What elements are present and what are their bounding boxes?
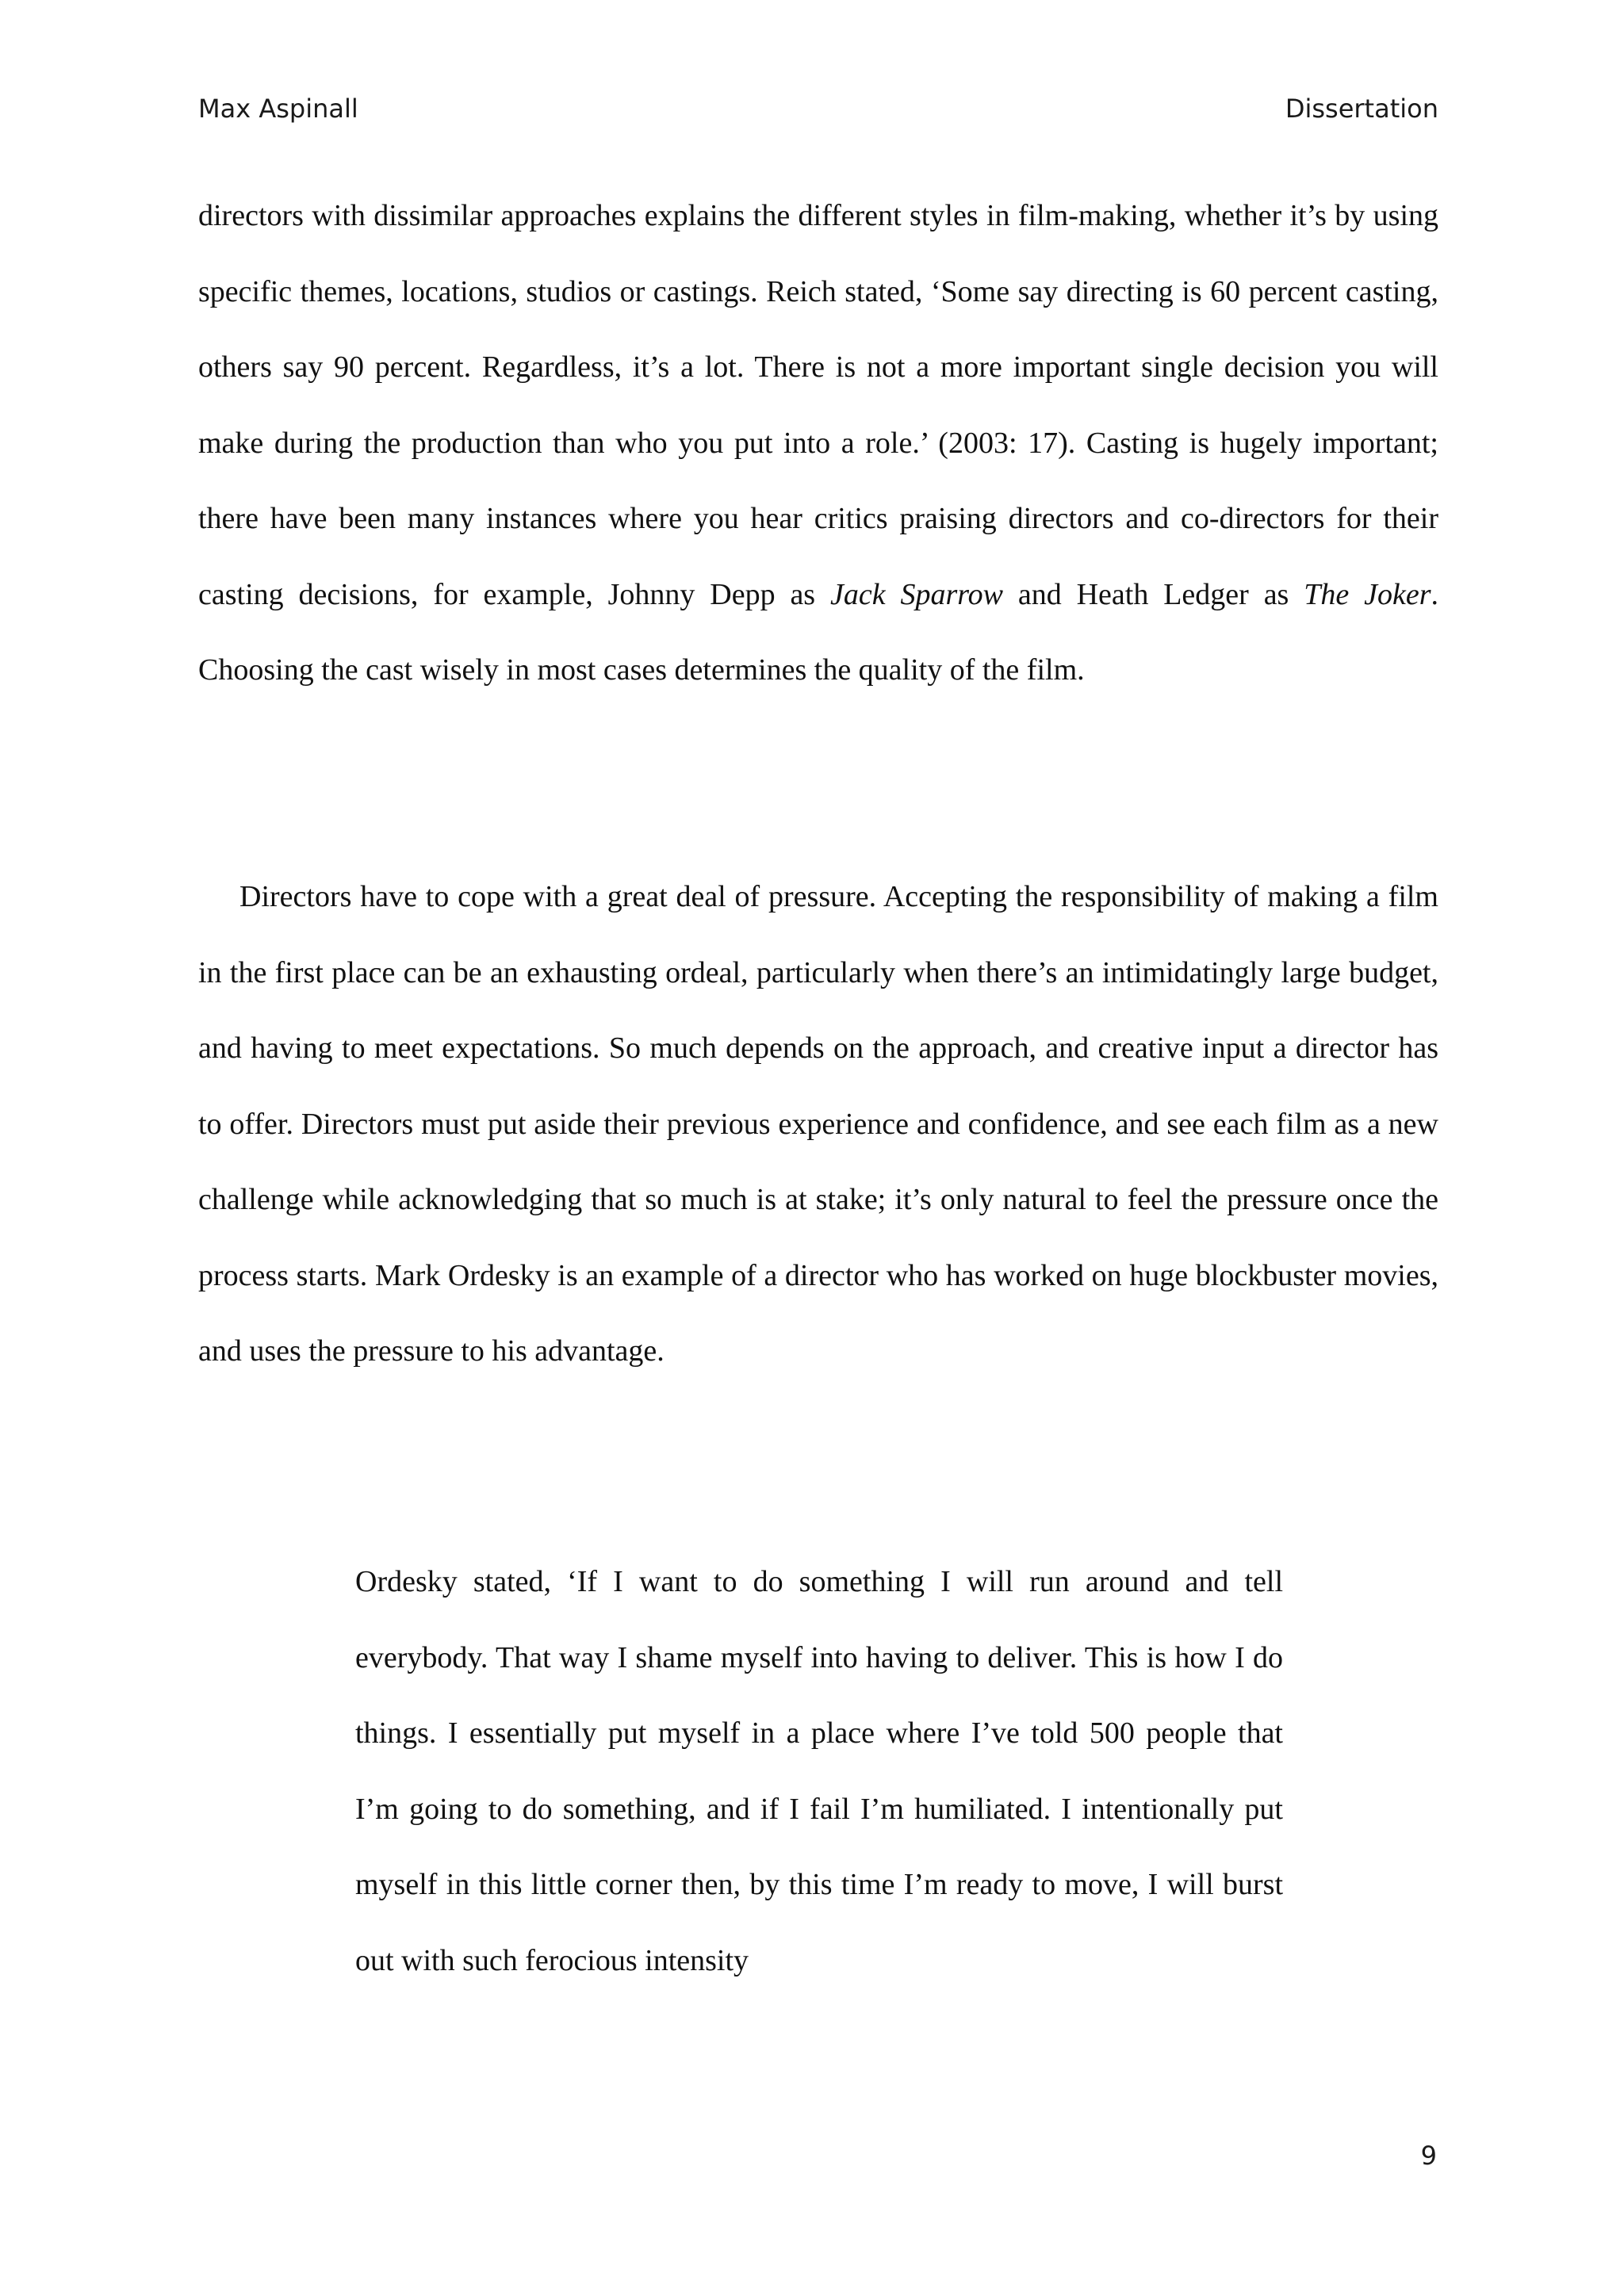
- italic-title-jack-sparrow: Jack Sparrow: [829, 577, 1003, 611]
- body-paragraph-2: Directors have to cope with a great deal of pressure. Accepting the responsibility of making a film in the first place can be an exhausting ordeal, particularly when there’s an intimidatingly large budget, and having to meet expectations. So much depends on the approach, and creative input a director has to offer. Directors must put aside their previous experience and confidence, and see each film as a new challenge while acknowledging that so much is at stake; it’s only natural to feel the pressure once the process starts. Mark Ordesky is an example of a director who has worked on huge blockbuster movies, and uses the pressure to his advantage.: [198, 880, 1438, 1368]
- page-header: [198, 94, 1438, 133]
- paragraph-1-text-a: directors with dissimilar approaches explains the different styles in film-making, whether it’s by using specific themes, locations, studios or castings. Reich stated, ‘Some say directing is 60 percent casting, others say 90 percent. Regardless, it’s a lot. There is not a more important single decision you will make during the production than who you put into a role.’ (2003: 17). Casting is hugely important; there have been many instances where you hear critics praising directors and co-directors for their casting decisions, for example, Johnny Depp as: [198, 199, 1438, 611]
- body-paragraph-1: [198, 178, 1438, 709]
- page-number: 9: [1420, 2141, 1437, 2171]
- block-quote: Ordesky stated, ‘If I want to do something I will run around and tell everybody. That way I shame myself into having to deliver. This is how I do things. I essentially put myself in a place where I’ve told 500 people that I’m going to do something, and if I fail I’m humiliated. I intentionally put myself in this little corner then, by this time I’m ready to move, I will burst out with such ferocious intensity: [355, 1565, 1283, 1977]
- header-author: Max Aspinall: [198, 94, 358, 124]
- header-document-type: Dissertation: [1285, 94, 1438, 124]
- italic-title-the-joker: The Joker: [1304, 577, 1431, 611]
- paragraph-1-text-c: . Choosing the cast wisely in most cases determines the quality of the film.: [198, 577, 1438, 687]
- paragraph-1-text-b: and Heath Ledger as: [1002, 577, 1304, 611]
